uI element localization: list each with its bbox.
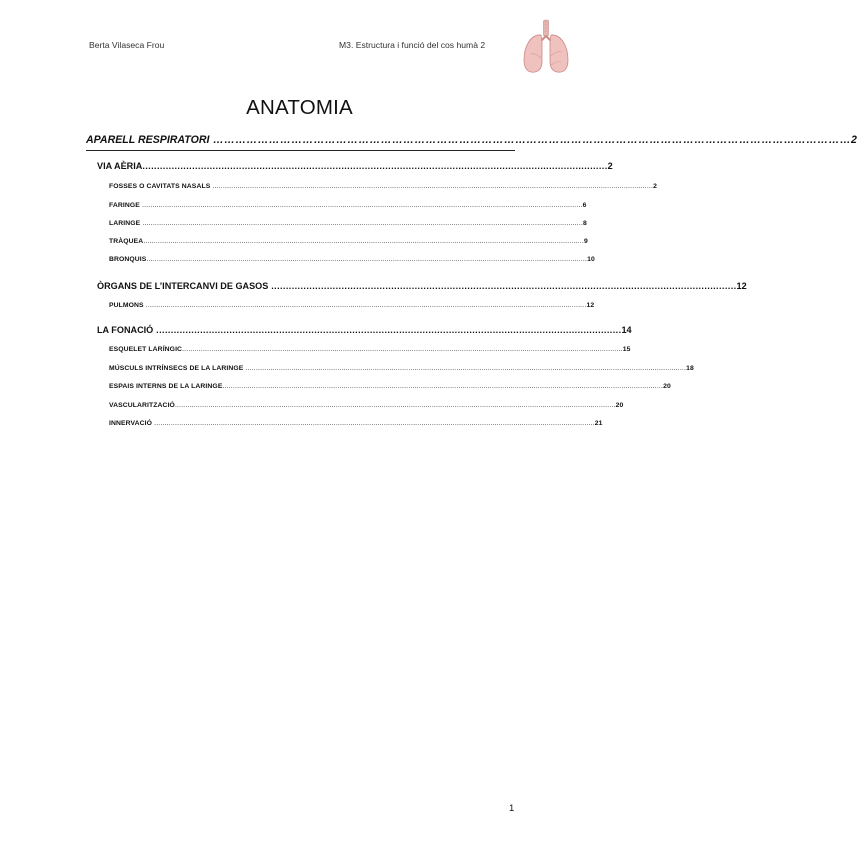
toc-entry-page: 2	[653, 183, 657, 190]
toc-entry-label: LA FONACIÓ	[97, 325, 154, 335]
toc-entry-organs-intercanvi-gasos[interactable]	[97, 281, 747, 291]
toc-entry-label: ESQUELET LARÍNGIC	[109, 346, 183, 353]
header-author: Berta Vilaseca Frou	[89, 40, 165, 50]
header-course: M3. Estructura i funció del cos humà 2	[339, 40, 486, 50]
toc-heading-rule	[86, 150, 515, 151]
toc-dot-leader: ...............................................................................................................................................................	[268, 281, 737, 291]
toc-dot-leader: ...................................................................................................................................................................................................................	[174, 402, 616, 409]
toc-entry-la-fonacio[interactable]	[97, 325, 632, 335]
toc-entry-label: PULMONS	[109, 302, 144, 309]
toc-entry-label: FOSSES O CAVITATS NASALS	[109, 183, 211, 190]
toc-dot-leader: ...................................................................................................................................................................................................................	[146, 256, 588, 263]
toc-dot-leader: ...................................................................................................................................................................................................................	[143, 238, 584, 245]
toc-entry-page: 21	[594, 420, 603, 427]
toc-entry-label: FARINGE	[109, 202, 140, 209]
toc-entry-faringe[interactable]	[109, 202, 587, 209]
toc-entry-page: 20	[615, 402, 624, 409]
toc-entry-esquelet-laringic[interactable]	[109, 346, 631, 353]
toc-entry-vascularitzacio[interactable]	[109, 402, 624, 409]
toc-dot-leader: ...................................................................................................................................................................................................................	[139, 202, 583, 209]
toc-entry-bronquis[interactable]	[109, 256, 595, 263]
toc-entry-label: APARELL RESPIRATORI	[86, 134, 210, 146]
toc-entry-pulmons[interactable]	[109, 302, 595, 309]
toc-entry-laringe[interactable]	[109, 220, 587, 227]
toc-entry-musculs-intrinsecs[interactable]	[109, 365, 694, 372]
toc-dot-leader: ...................................................................................................................................................................................................................	[222, 383, 664, 390]
page-title: ANATOMIA	[246, 96, 353, 119]
toc-entry-label: TRÀQUEA	[109, 238, 144, 245]
toc-entry-page: 2	[607, 161, 613, 171]
toc-entry-label: MÚSCULS INTRÍNSECS DE LA LARINGE	[109, 365, 244, 372]
lungs-icon	[521, 18, 571, 76]
toc-entry-page: 10	[587, 256, 595, 263]
toc-entry-label: BRONQUIS	[109, 256, 147, 263]
toc-entry-page: 15	[622, 346, 631, 353]
toc-entry-page: 2	[851, 134, 857, 146]
toc-entry-page: 9	[583, 238, 588, 245]
toc-dot-leader: ...................................................................................................................................................................................................................	[182, 346, 623, 353]
toc-entry-page: 12	[586, 302, 595, 309]
toc-entry-label: VIA AÈRIA	[97, 161, 143, 171]
toc-entry-page: 20	[663, 383, 671, 390]
toc-entry-page: 12	[736, 281, 747, 291]
toc-entry-espais-interns[interactable]	[109, 383, 671, 390]
toc-entry-page: 8	[583, 220, 587, 227]
page-number: 1	[509, 803, 515, 814]
toc-dot-leader: ...................................................................................................................................................................................................................	[143, 302, 587, 309]
toc-entry-label: VASCULARITZACIÓ	[109, 402, 175, 409]
toc-entry-label: ÒRGANS DE L’INTERCANVI DE GASOS	[97, 281, 269, 291]
toc-dot-leader: ...............................................................................................................................................................	[142, 161, 608, 171]
toc-dot-leader: ...................................................................................................................................................................................................................	[210, 183, 654, 190]
toc-entry-aparell-respiratori[interactable]	[86, 134, 857, 146]
toc-dot-leader: ...................................................................................................................................................................................................................	[140, 220, 584, 227]
toc-entry-fosses-nasals[interactable]	[109, 183, 657, 190]
toc-entry-label: ESPAIS INTERNS DE LA LARINGE	[109, 383, 223, 390]
toc-dot-leader: ...................................................................................................................................................................................................................	[152, 420, 595, 427]
toc-dot-leader: ………………………………………………………………………………………………………………………………………………………	[209, 134, 852, 146]
toc-entry-page: 14	[621, 325, 632, 335]
toc-entry-label: INNERVACIÓ	[109, 420, 153, 427]
toc-dot-leader: ...................................................................................................................................................................................................................	[243, 365, 687, 372]
toc-entry-innervacio[interactable]	[109, 420, 603, 427]
toc-entry-page: 6	[582, 202, 587, 209]
toc-dot-leader: ...............................................................................................................................................................	[153, 325, 622, 335]
toc-entry-traquea[interactable]	[109, 238, 588, 245]
toc-entry-page: 18	[686, 365, 694, 372]
toc-entry-label: LARINGE	[109, 220, 141, 227]
toc-entry-via-aeria[interactable]	[97, 161, 613, 171]
